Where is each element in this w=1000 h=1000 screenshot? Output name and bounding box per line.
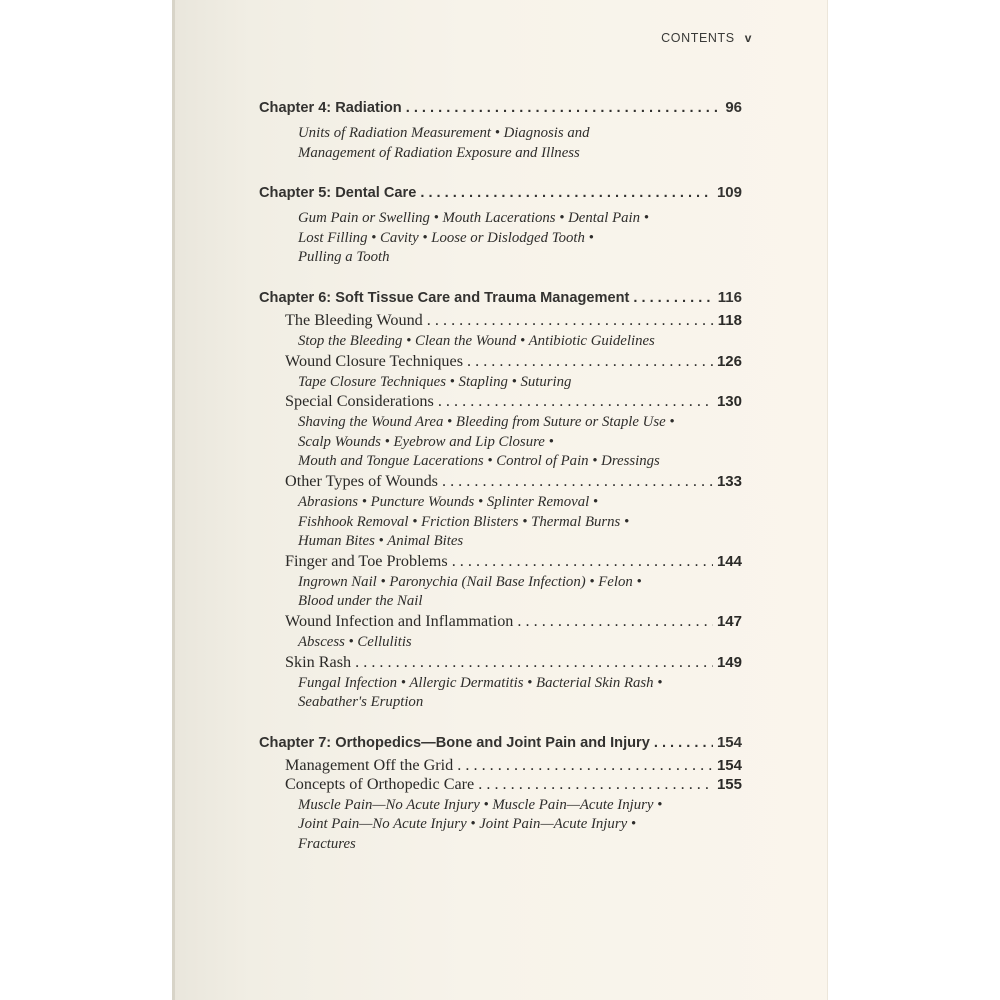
page-ref: 147 — [716, 612, 742, 630]
section-title: Skin Rash — [285, 652, 352, 671]
section-topics — [298, 573, 718, 612]
page-number: v — [744, 31, 752, 45]
topic-line: Tape Closure Techniques • Stapling • Suturing — [298, 373, 572, 390]
chapter-7 — [259, 733, 742, 855]
leader-dots — [517, 612, 713, 631]
summary-line: Units of Radiation Measurement • Diagnosis and — [298, 125, 590, 141]
leader-dots — [438, 392, 713, 411]
topic-line: Fungal Infection • Allergic Dermatitis • Bacterial Skin Rash • — [298, 674, 663, 691]
leader-dots — [406, 99, 722, 118]
book-page — [172, 0, 828, 1000]
page-ref: 109 — [716, 184, 742, 202]
chapter-4 — [259, 98, 742, 163]
table-of-contents — [259, 98, 742, 874]
section-entry[interactable] — [285, 612, 742, 631]
section-topics — [298, 332, 718, 352]
chapter-title: Chapter 7: Orthopedics—Bone and Joint Pain and Injury — [259, 734, 650, 751]
chapter-entry[interactable] — [259, 183, 742, 203]
chapter-entry[interactable] — [259, 288, 742, 308]
chapter-summary — [298, 209, 718, 268]
leader-dots — [478, 775, 713, 794]
topic-line: Human Bites • Animal Bites — [298, 533, 464, 550]
chapter-entry[interactable] — [259, 98, 742, 118]
section-entry[interactable] — [285, 311, 742, 330]
leader-dots — [442, 472, 713, 491]
chapter-5 — [259, 183, 742, 268]
topic-line: Abscess • Cellulitis — [298, 633, 412, 650]
chapter-6 — [259, 288, 742, 713]
chapter-entry[interactable] — [259, 733, 742, 753]
summary-line: Gum Pain or Swelling • Mouth Lacerations • Dental Pain • — [298, 210, 649, 227]
leader-dots — [654, 734, 713, 753]
page-ref: 154 — [716, 733, 742, 751]
section-title: Concepts of Orthopedic Care — [285, 774, 475, 793]
section-topics — [298, 633, 718, 653]
page-ref: 126 — [716, 352, 742, 370]
section-entry[interactable] — [285, 775, 742, 794]
leader-dots — [427, 311, 714, 330]
chapter-title: Chapter 6: Soft Tissue Care and Trauma Management — [259, 289, 630, 306]
page-ref: 144 — [716, 552, 742, 570]
topic-line: Seabather's Eruption — [298, 694, 424, 711]
topic-line: Ingrown Nail • Paronychia (Nail Base Infection) • Felon • — [298, 573, 642, 590]
leader-dots — [355, 653, 713, 672]
page-ref: 155 — [716, 775, 742, 793]
topic-line: Mouth and Tongue Lacerations • Control of Pain • Dressings — [298, 453, 660, 470]
summary-line: Management of Radiation Exposure and Illness — [298, 144, 580, 161]
page-ref: 116 — [717, 288, 742, 306]
topic-line: Stop the Bleeding • Clean the Wound • Antibiotic Guidelines — [298, 332, 655, 349]
page-ref: 130 — [716, 393, 742, 411]
chapter-title: Chapter 4: Radiation — [259, 100, 402, 116]
chapter-title: Chapter 5: Dental Care — [259, 185, 417, 202]
page-ref: 149 — [716, 653, 742, 671]
topic-line: Joint Pain—No Acute Injury • Joint Pain—Acute Injury • — [298, 816, 637, 833]
summary-line: Pulling a Tooth — [298, 249, 390, 266]
section-title: Finger and Toe Problems — [285, 551, 448, 570]
section-topics — [298, 493, 718, 552]
chapter-summary — [298, 124, 638, 163]
section-topics — [298, 373, 718, 393]
section-title: Wound Infection and Inflammation — [285, 611, 514, 630]
section-title: Management Off the Grid — [285, 755, 454, 774]
section-title: Special Considerations — [285, 392, 434, 411]
leader-dots — [420, 184, 713, 203]
topic-line: Blood under the Nail — [298, 593, 423, 610]
page-ref: 154 — [716, 756, 742, 774]
section-title: The Bleeding Wound — [285, 310, 423, 329]
summary-line: Lost Filling • Cavity • Loose or Dislodged Tooth • — [298, 229, 594, 246]
page-ref: 118 — [717, 311, 742, 329]
section-entry[interactable] — [285, 392, 742, 411]
section-entry[interactable] — [285, 552, 742, 571]
leader-dots — [633, 289, 713, 308]
page-ref: 133 — [716, 472, 742, 490]
section-topics — [298, 674, 718, 713]
leader-dots — [452, 552, 713, 571]
running-head-label: CONTENTS — [661, 31, 735, 45]
section-entry[interactable] — [285, 472, 742, 491]
section-entry[interactable] — [285, 352, 742, 371]
section-title: Wound Closure Techniques — [285, 351, 463, 370]
running-head — [661, 31, 752, 45]
page-ref: 96 — [725, 99, 742, 116]
section-entry[interactable] — [285, 653, 742, 672]
topic-line: Fractures — [298, 835, 356, 852]
section-topics — [298, 796, 718, 855]
section-entry[interactable] — [285, 756, 742, 775]
leader-dots — [457, 756, 713, 775]
section-topics — [298, 413, 718, 472]
topic-line: Fishhook Removal • Friction Blisters • Thermal Burns • — [298, 513, 630, 530]
section-title: Other Types of Wounds — [285, 471, 438, 490]
leader-dots — [467, 352, 713, 371]
topic-line: Scalp Wounds • Eyebrow and Lip Closure • — [298, 433, 554, 450]
topic-line: Shaving the Wound Area • Bleeding from Suture or Staple Use • — [298, 414, 675, 431]
topic-line: Muscle Pain—No Acute Injury • Muscle Pain—Acute Injury • — [298, 796, 663, 813]
topic-line: Abrasions • Puncture Wounds • Splinter Removal • — [298, 493, 599, 510]
